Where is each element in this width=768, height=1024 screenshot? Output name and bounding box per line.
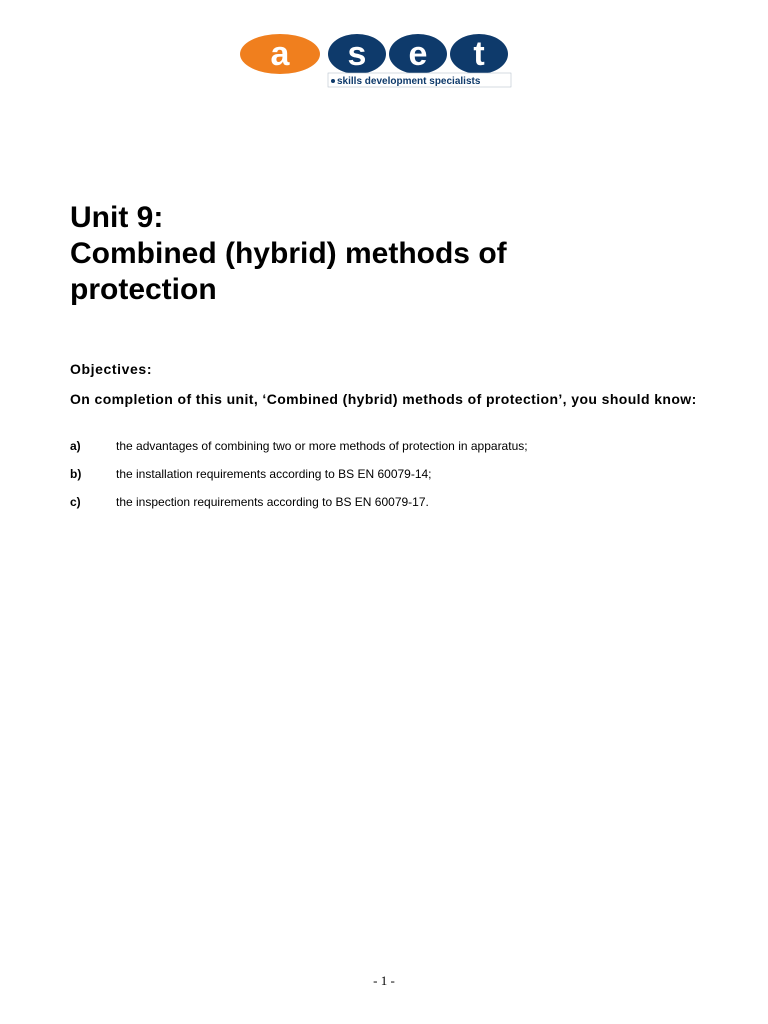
- unit-title: [70, 200, 710, 308]
- objective-marker: c): [70, 495, 81, 509]
- objective-item: [70, 494, 700, 522]
- objective-marker: a): [70, 439, 81, 453]
- logo-letter-s: s: [347, 35, 367, 73]
- logo-tagline: skills development specialists: [337, 76, 481, 87]
- logo-tagline-bullet: [331, 79, 335, 83]
- unit-title-line-1: Unit 9:: [70, 201, 164, 234]
- page-number: - 1 -: [373, 973, 395, 988]
- objectives-intro: On completion of this unit, ‘Combined (hybrid) methods of protection’, you should know:: [70, 391, 697, 407]
- objective-item: [70, 466, 700, 494]
- objective-text: the advantages of combining two or more methods of protection in apparatus;: [116, 439, 528, 453]
- objectives-list: [70, 438, 700, 522]
- logo-letter-t: t: [473, 35, 485, 73]
- unit-title-line-2: Combined (hybrid) methods of: [70, 237, 507, 270]
- logo-letter-e: e: [408, 35, 428, 73]
- objective-item: [70, 438, 700, 466]
- aset-logo: [240, 32, 512, 90]
- aset-logo-graphic: [240, 32, 512, 90]
- logo-letter-a: a: [270, 35, 290, 73]
- objective-text: the installation requirements according to BS EN 60079-14;: [116, 467, 432, 481]
- objectives-heading: Objectives:: [70, 361, 153, 377]
- objective-marker: b): [70, 467, 82, 481]
- unit-title-line-3: protection: [70, 273, 217, 306]
- objective-text: the inspection requirements according to BS EN 60079-17.: [116, 495, 429, 509]
